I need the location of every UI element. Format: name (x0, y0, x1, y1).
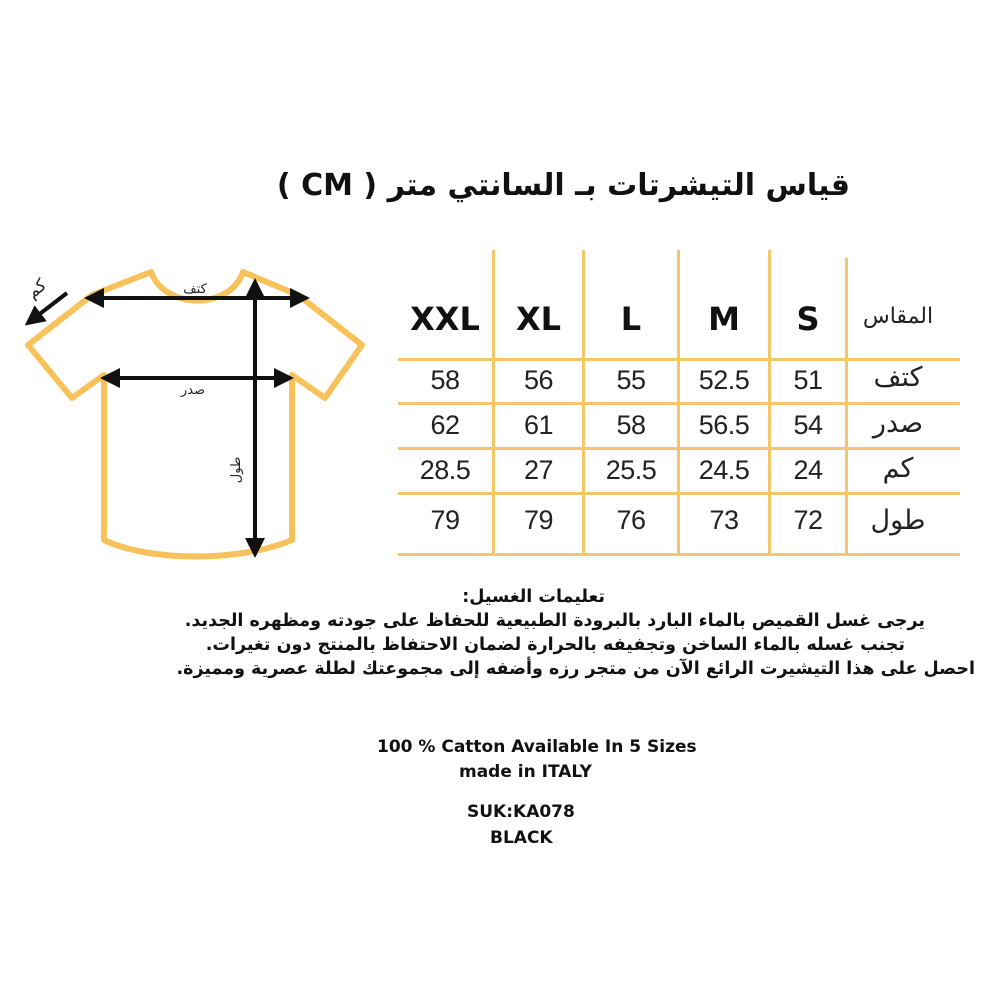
table-hline (398, 447, 960, 450)
table-cell: 58 (430, 365, 460, 395)
table-hline (398, 492, 960, 495)
table-cell: 61 (523, 410, 554, 440)
washing-line: احصل على هذا التيشيرت الرائع الآن من متجر رزه وأضفه إلى مجموعتك لطلة عصرية ومميزة. (176, 659, 975, 679)
row-label: صدر (872, 408, 924, 439)
table-cell: 52.5 (698, 365, 750, 395)
origin-text: made in ITALY (459, 762, 592, 782)
size-table (398, 250, 960, 556)
tshirt-outline (28, 272, 362, 557)
washing-instructions (110, 585, 975, 681)
page-title (250, 168, 850, 203)
color-text: BLACK (490, 828, 553, 848)
table-cell: 27 (523, 455, 554, 485)
table-cell: 58 (616, 410, 646, 440)
table-cell: 55 (616, 365, 646, 395)
table-cell: 24 (793, 455, 823, 485)
table-cell: 56 (523, 365, 554, 395)
sleeve-label: كم (23, 275, 51, 303)
row-label: كتف (873, 362, 923, 393)
table-cell: 79 (430, 505, 460, 535)
table-cell: 62 (430, 410, 460, 440)
table-cell: 28.5 (419, 455, 471, 485)
size-header-xl: XL (515, 300, 562, 338)
row-label: كم (882, 453, 914, 484)
material-text: 100 % Catton Available In 5 Sizes (377, 737, 697, 757)
tshirt-diagram (0, 240, 390, 580)
size-header-l: L (620, 300, 642, 338)
size-header-s: S (796, 300, 820, 338)
table-hline (398, 402, 960, 405)
table-cell: 76 (616, 505, 646, 535)
chest-label: صدر (180, 383, 206, 398)
sku-text: SUK:KA078 (467, 802, 575, 822)
washing-line: تجنب غسله بالماء الساخن وتجفيفه بالحرارة لضمان الاحتفاظ بالمنتج دون تغيرات. (205, 635, 905, 655)
table-hline (398, 553, 960, 556)
washing-line: يرجى غسل القميص بالماء البارد بالبرودة الطبيعية للحفاظ على جودته ومظهره الجديد. (184, 611, 925, 631)
length-label: طول (229, 456, 244, 484)
table-cell: 73 (709, 505, 739, 535)
table-cell: 25.5 (605, 455, 657, 485)
size-header-m: M (708, 300, 740, 338)
title-unit: ( CM ) (276, 168, 378, 203)
table-cell: 72 (793, 505, 823, 535)
table-cell: 24.5 (698, 455, 750, 485)
size-header-label: المقاس (862, 304, 934, 329)
table-cell: 54 (793, 410, 823, 440)
table-cell: 56.5 (698, 410, 750, 440)
table-hline (398, 358, 960, 361)
shoulder-label: كتف (183, 282, 207, 297)
size-header-xxl: XXL (410, 300, 480, 338)
title-text: قياس التيشرتات بـ السانتي متر (387, 168, 850, 203)
table-cell: 79 (523, 505, 554, 535)
row-label: طول (870, 505, 926, 536)
table-cell: 51 (793, 365, 823, 395)
washing-title: تعليمات الغسيل: (462, 587, 605, 607)
